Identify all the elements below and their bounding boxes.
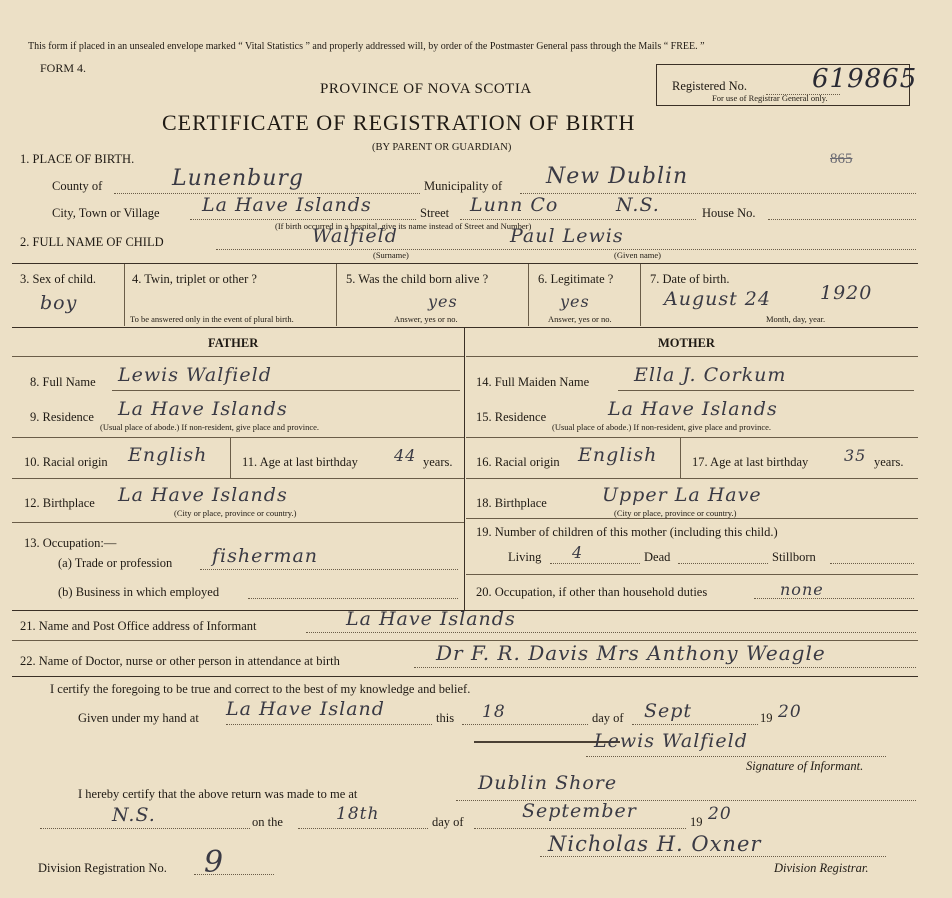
registrar-signature: Nicholas H. Oxner	[548, 832, 762, 856]
street-extra: N.S.	[616, 194, 660, 216]
form-number: FORM 4.	[40, 61, 87, 75]
date-of-birth-note: Month, day, year.	[766, 314, 826, 324]
mother-age-label: 17. Age at last birthday	[692, 455, 809, 469]
mailing-notice: This form if placed in an unsealed envelope marked “ Vital Statistics ” and properly addressed will, by order of the Postmaster General pass through the Mails “ FREE. ”	[28, 41, 705, 52]
mother-name-value: Ella J. Corkum	[634, 364, 787, 386]
date-of-birth-value: August 24	[664, 288, 771, 310]
place-of-birth-heading: 1. PLACE OF BIRTH.	[20, 152, 135, 166]
certificate-title: CERTIFICATE OF REGISTRATION OF BIRTH	[162, 110, 636, 135]
twin-label: 4. Twin, triplet or other ?	[132, 272, 257, 286]
surname-note: (Surname)	[373, 250, 409, 260]
legitimate-note: Answer, yes or no.	[548, 314, 612, 324]
informant-label: 21. Name and Post Office address of Informant	[20, 619, 257, 633]
father-birthplace-note: (City or place, province or country.)	[174, 508, 297, 518]
registrar-use-note: For use of Registrar General only.	[712, 93, 828, 103]
mother-birthplace-value: Upper La Have	[602, 484, 762, 506]
sex-value: boy	[40, 292, 78, 314]
trade-label: (a) Trade or profession	[58, 556, 173, 570]
informant-signature-label: Signature of Informant.	[746, 759, 864, 773]
father-racial-value: English	[128, 444, 208, 466]
father-residence-label: 9. Residence	[30, 410, 94, 424]
father-birthplace-label: 12. Birthplace	[24, 496, 95, 510]
father-heading: FATHER	[208, 336, 259, 350]
registrar-year-value: 20	[708, 804, 732, 824]
certificate-subtitle: (BY PARENT OR GUARDIAN)	[372, 142, 512, 153]
certify-day-value: 18	[482, 702, 506, 722]
city-label: City, Town or Village	[52, 206, 160, 220]
street-label: Street	[420, 206, 450, 220]
mother-residence-note: (Usual place of abode.) If non-resident, give place and province.	[552, 422, 772, 432]
father-age-value: 44	[394, 446, 417, 465]
registrar-signature-label: Division Registrar.	[774, 861, 869, 875]
registrar-year-prefix: 19	[690, 815, 703, 829]
certify-statement: I certify the foregoing to be true and correct to the best of my knowledge and belief.	[50, 682, 471, 696]
sex-label: 3. Sex of child.	[20, 272, 97, 286]
mother-racial-label: 16. Racial origin	[476, 455, 560, 469]
city-value: La Have Islands	[202, 194, 372, 216]
doctor-value: Dr F. R. Davis Mrs Anthony Weagle	[436, 641, 826, 665]
registrar-place-province: N.S.	[112, 804, 156, 826]
child-given-name: Paul Lewis	[510, 225, 624, 247]
father-name-value: Lewis Walfield	[118, 364, 272, 386]
trade-value: fisherman	[212, 545, 319, 567]
business-label: (b) Business in which employed	[58, 585, 220, 599]
certify-year-value: 20	[778, 702, 802, 722]
registered-number: 619865	[812, 64, 918, 94]
county-value: Lunenburg	[172, 166, 304, 191]
doctor-label: 22. Name of Doctor, nurse or other person in attendance at birth	[20, 654, 340, 668]
father-birthplace-value: La Have Islands	[118, 484, 288, 506]
county-label: County of	[52, 179, 103, 193]
mother-name-label: 14. Full Maiden Name	[476, 375, 590, 389]
given-place-value: La Have Island	[226, 698, 385, 720]
born-alive-value: yes	[428, 292, 458, 311]
father-residence-note: (Usual place of abode.) If non-resident, give place and province.	[100, 422, 320, 432]
date-of-birth-year: 1920	[820, 282, 873, 304]
children-count-label: 19. Number of children of this mother (including this child.)	[476, 525, 778, 539]
certify-month-value: Sept	[644, 700, 693, 722]
stillborn-label: Stillborn	[772, 550, 816, 564]
province-heading: PROVINCE OF NOVA SCOTIA	[320, 81, 532, 97]
living-value: 4	[572, 543, 584, 562]
mother-age-value: 35	[844, 446, 867, 465]
registered-label: Registered No.	[672, 79, 747, 93]
registrar-on-label: on the	[252, 815, 283, 829]
division-number-value: 9	[204, 845, 225, 880]
struck-number: 865	[830, 151, 853, 167]
street-value: Lunn Co	[470, 194, 559, 216]
informant-value: La Have Islands	[346, 608, 516, 630]
given-under-hand-label: Given under my hand at	[78, 711, 199, 725]
father-age-label: 11. Age at last birthday	[242, 455, 358, 469]
child-name-label: 2. FULL NAME OF CHILD	[20, 235, 164, 249]
registrar-day-of-label: day of	[432, 815, 464, 829]
mother-occupation-label: 20. Occupation, if other than household duties	[476, 585, 708, 599]
registrar-place-value: Dublin Shore	[478, 772, 618, 794]
dead-label: Dead	[644, 550, 671, 564]
registrar-statement: I hereby certify that the above return was made to me at	[78, 787, 358, 801]
registrar-day-value: 18th	[336, 804, 380, 824]
informant-signature: Lewis Walfield	[594, 730, 748, 752]
mother-heading: MOTHER	[658, 336, 715, 350]
municipality-value: New Dublin	[546, 164, 689, 189]
mother-age-unit: years.	[874, 455, 904, 469]
mother-occupation-value: none	[780, 580, 824, 599]
child-surname: Walfield	[312, 225, 398, 247]
legitimate-label: 6. Legitimate ?	[538, 272, 614, 286]
municipality-label: Municipality of	[424, 179, 503, 193]
certify-year-prefix: 19	[760, 711, 773, 725]
certify-day-of-label: day of	[592, 711, 624, 725]
father-age-unit: years.	[423, 455, 453, 469]
mother-racial-value: English	[578, 444, 658, 466]
registrar-month-value: September	[522, 800, 637, 822]
legitimate-value: yes	[560, 292, 590, 311]
mother-birthplace-note: (City or place, province or country.)	[614, 508, 737, 518]
mother-residence-value: La Have Islands	[608, 398, 778, 420]
living-label: Living	[508, 550, 542, 564]
twin-note: To be answered only in the event of plural birth.	[130, 314, 294, 324]
father-name-label: 8. Full Name	[30, 375, 96, 389]
date-of-birth-label: 7. Date of birth.	[650, 272, 730, 286]
father-residence-value: La Have Islands	[118, 398, 288, 420]
division-number-label: Division Registration No.	[38, 861, 167, 875]
this-label: this	[436, 711, 455, 725]
house-number-label: House No.	[702, 206, 756, 220]
given-name-note: (Given name)	[614, 250, 661, 260]
father-racial-label: 10. Racial origin	[24, 455, 108, 469]
father-occupation-label: 13. Occupation:—	[24, 536, 117, 550]
mother-birthplace-label: 18. Birthplace	[476, 496, 547, 510]
born-alive-label: 5. Was the child born alive ?	[346, 272, 489, 286]
mother-residence-label: 15. Residence	[476, 410, 547, 424]
hospital-note: (If birth occurred in a hospital, give its name instead of Street and Number)	[275, 221, 532, 231]
born-alive-note: Answer, yes or no.	[394, 314, 458, 324]
